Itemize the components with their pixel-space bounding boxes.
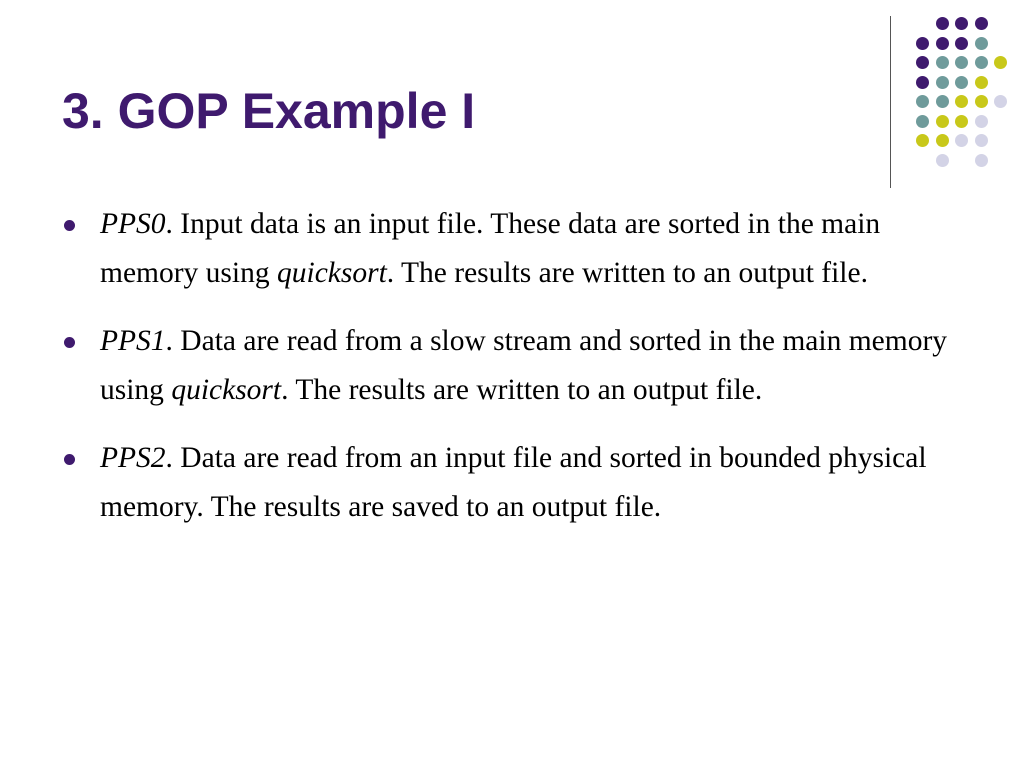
decorative-dot	[975, 134, 988, 147]
decorative-dot	[975, 37, 988, 50]
bullet-dot-icon	[64, 337, 75, 348]
decorative-dot	[955, 76, 968, 89]
bullet-list	[62, 200, 962, 551]
decorative-dot	[916, 134, 929, 147]
decorative-dot	[936, 37, 949, 50]
decorative-dot	[955, 115, 968, 128]
decorative-dot	[975, 154, 988, 167]
separator: .	[165, 442, 173, 474]
decorative-dot	[994, 95, 1007, 108]
bullet-text: . The results are written to an output file.	[281, 374, 763, 406]
decorative-dot	[975, 56, 988, 69]
decorative-dot	[975, 17, 988, 30]
title-divider	[890, 16, 891, 188]
decorative-dot	[936, 154, 949, 167]
bullet-item-pps0	[62, 200, 962, 298]
process-name: PPS1	[100, 325, 166, 357]
bullet-text: Data are read from an input file and sorted in bounded physical memory. The results are saved to an output file.	[100, 442, 927, 523]
bullet-item-pps2	[62, 434, 962, 532]
decorative-dot	[975, 115, 988, 128]
bullet-text: Data are read from a slow stream and sorted in the main memory using	[100, 325, 948, 406]
decorative-dot	[936, 134, 949, 147]
separator: .	[165, 208, 173, 240]
decorative-dot	[936, 76, 949, 89]
decorative-dot	[955, 134, 968, 147]
bullet-text: Input data is an input file. These data are sorted in the main memory using	[100, 208, 881, 289]
slide-title: 3. GOP Example I	[62, 83, 476, 139]
decorative-dot	[916, 95, 929, 108]
separator: .	[165, 325, 173, 357]
method-name: quicksort	[171, 374, 282, 406]
decorative-dot	[975, 95, 988, 108]
decorative-dot	[975, 76, 988, 89]
decorative-dot	[936, 17, 949, 30]
process-name: PPS0	[100, 208, 166, 240]
decorative-dot	[955, 37, 968, 50]
bullet-dot-icon	[64, 454, 75, 465]
decorative-dot	[916, 115, 929, 128]
bullet-text: . The results are written to an output file.	[386, 257, 868, 289]
decorative-dot	[916, 56, 929, 69]
method-name: quicksort	[277, 257, 387, 289]
decorative-dot	[936, 95, 949, 108]
decorative-dot	[994, 56, 1007, 69]
bullet-item-pps1	[62, 317, 962, 415]
decorative-dot	[916, 76, 929, 89]
decorative-dot	[955, 56, 968, 69]
decorative-dot	[955, 95, 968, 108]
decorative-dot	[916, 37, 929, 50]
decorative-dot	[936, 56, 949, 69]
bullet-dot-icon	[64, 220, 75, 231]
decorative-dot	[936, 115, 949, 128]
decorative-dot	[955, 17, 968, 30]
process-name: PPS2	[100, 442, 166, 474]
